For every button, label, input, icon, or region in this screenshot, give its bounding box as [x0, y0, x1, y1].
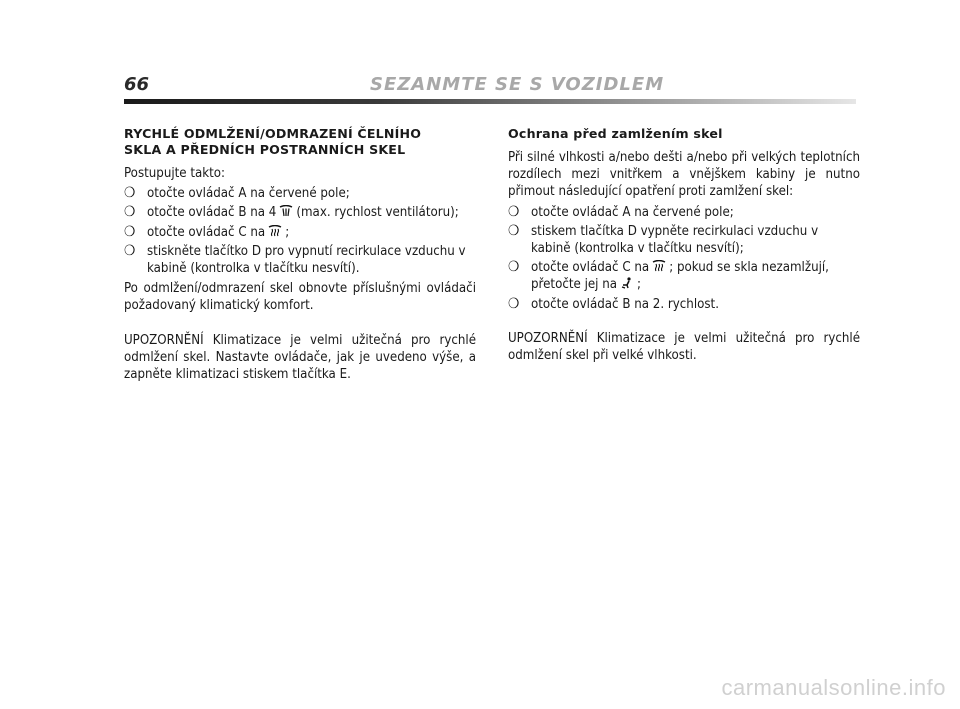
- left-section-heading: [124, 126, 476, 158]
- bullet-ring-icon: ❍: [124, 242, 136, 259]
- bullet-ring-icon: ❍: [508, 203, 520, 220]
- bullet-ring-icon: ❍: [124, 223, 136, 240]
- header-rule: [124, 99, 856, 104]
- list-item-text: otočte ovládač B na 2. rychlost.: [531, 296, 719, 312]
- left-bullet-list: [124, 185, 476, 277]
- list-item-text: stiskněte tlačítko D pro vypnutí recirkulace vzduchu v kabině (kontrolka v tlačítku nesvítí).: [147, 243, 466, 277]
- bullet-ring-icon: ❍: [124, 204, 136, 221]
- list-item-text: otočte ovládač A na červené pole;: [531, 204, 734, 220]
- bullet-ring-icon: ❍: [508, 259, 520, 276]
- running-head: SEZANMTE SE S VOZIDLEM: [370, 74, 665, 95]
- list-item-text: (max. rychlost ventilátoru);: [296, 205, 459, 221]
- list-item: [508, 296, 860, 313]
- list-item-text: ;: [285, 224, 290, 240]
- list-item: [124, 243, 476, 277]
- right-paragraph-warning: UPOZORNĚNÍ Klimatizace je velmi užitečná pro rychlé odmlžení skel při velké vlhkosti.: [508, 330, 860, 364]
- list-item: [124, 185, 476, 202]
- list-item-text: stiskem tlačítka D vypněte recirkulaci vzduchu v kabině (kontrolka v tlačítku nesvítí);: [531, 223, 819, 257]
- bullet-ring-icon: ❍: [124, 185, 136, 202]
- left-paragraph-warning: UPOZORNĚNÍ Klimatizace je velmi užitečná pro rychlé odmlžení skel. Nastavte ovládače, jak je uvedeno výše, a zapněte klimatizaci stiskem tlačítka E.: [124, 332, 476, 383]
- right-bullet-list: [508, 204, 860, 313]
- left-column: [124, 126, 476, 383]
- left-heading-line-1: RYCHLÉ ODMLŽENÍ/ODMRAZENÍ ČELNÍHO: [124, 126, 422, 141]
- left-heading-line-2: SKLA A PŘEDNÍCH POSTRANNÍCH SKEL: [124, 142, 406, 157]
- right-section-heading: Ochrana před zamlžením skel: [508, 126, 723, 141]
- list-item-text: otočte ovládač C na: [531, 260, 650, 276]
- page-number: 66: [124, 74, 150, 95]
- left-intro: Postupujte takto:: [124, 166, 226, 181]
- list-item-text: otočte ovládač B na 4: [147, 205, 277, 221]
- list-item: [508, 204, 860, 221]
- right-column: [508, 126, 860, 364]
- watermark-text: carmanualsonline.info: [721, 675, 946, 700]
- bullet-ring-icon: ❍: [508, 295, 520, 312]
- feet-airflow-icon: [620, 277, 634, 289]
- list-item: ❍ otočte ovládač C na ; pokud se skla nezamlžují, přetočte jej na ;: [508, 259, 829, 293]
- list-item: [124, 204, 476, 221]
- right-intro: Při silné vlhkosti a/nebo dešti a/nebo při velkých teplotních rozdílech mezi vnitřkem a vnějškem kabiny je nutno přimout následující opatření proti zamlžení skel:: [508, 150, 860, 200]
- list-item: [508, 223, 860, 257]
- list-item-text: ; pokud se skla nezamlžují, přetočte jej na: [531, 260, 829, 293]
- bullet-ring-icon: ❍: [508, 222, 520, 239]
- list-item-text: otočte ovládač A na červené pole;: [147, 186, 350, 202]
- fan-speed-max-icon: [279, 205, 293, 217]
- windshield-defrost-icon: [652, 260, 666, 272]
- list-item-text: otočte ovládač C na: [147, 224, 266, 240]
- left-paragraph-restore: Po odmlžení/odmrazení skel obnovte příslušnými ovládači požadovaný klimatický komfort.: [124, 281, 476, 314]
- windshield-defrost-icon: [268, 225, 282, 237]
- list-item: [124, 224, 476, 241]
